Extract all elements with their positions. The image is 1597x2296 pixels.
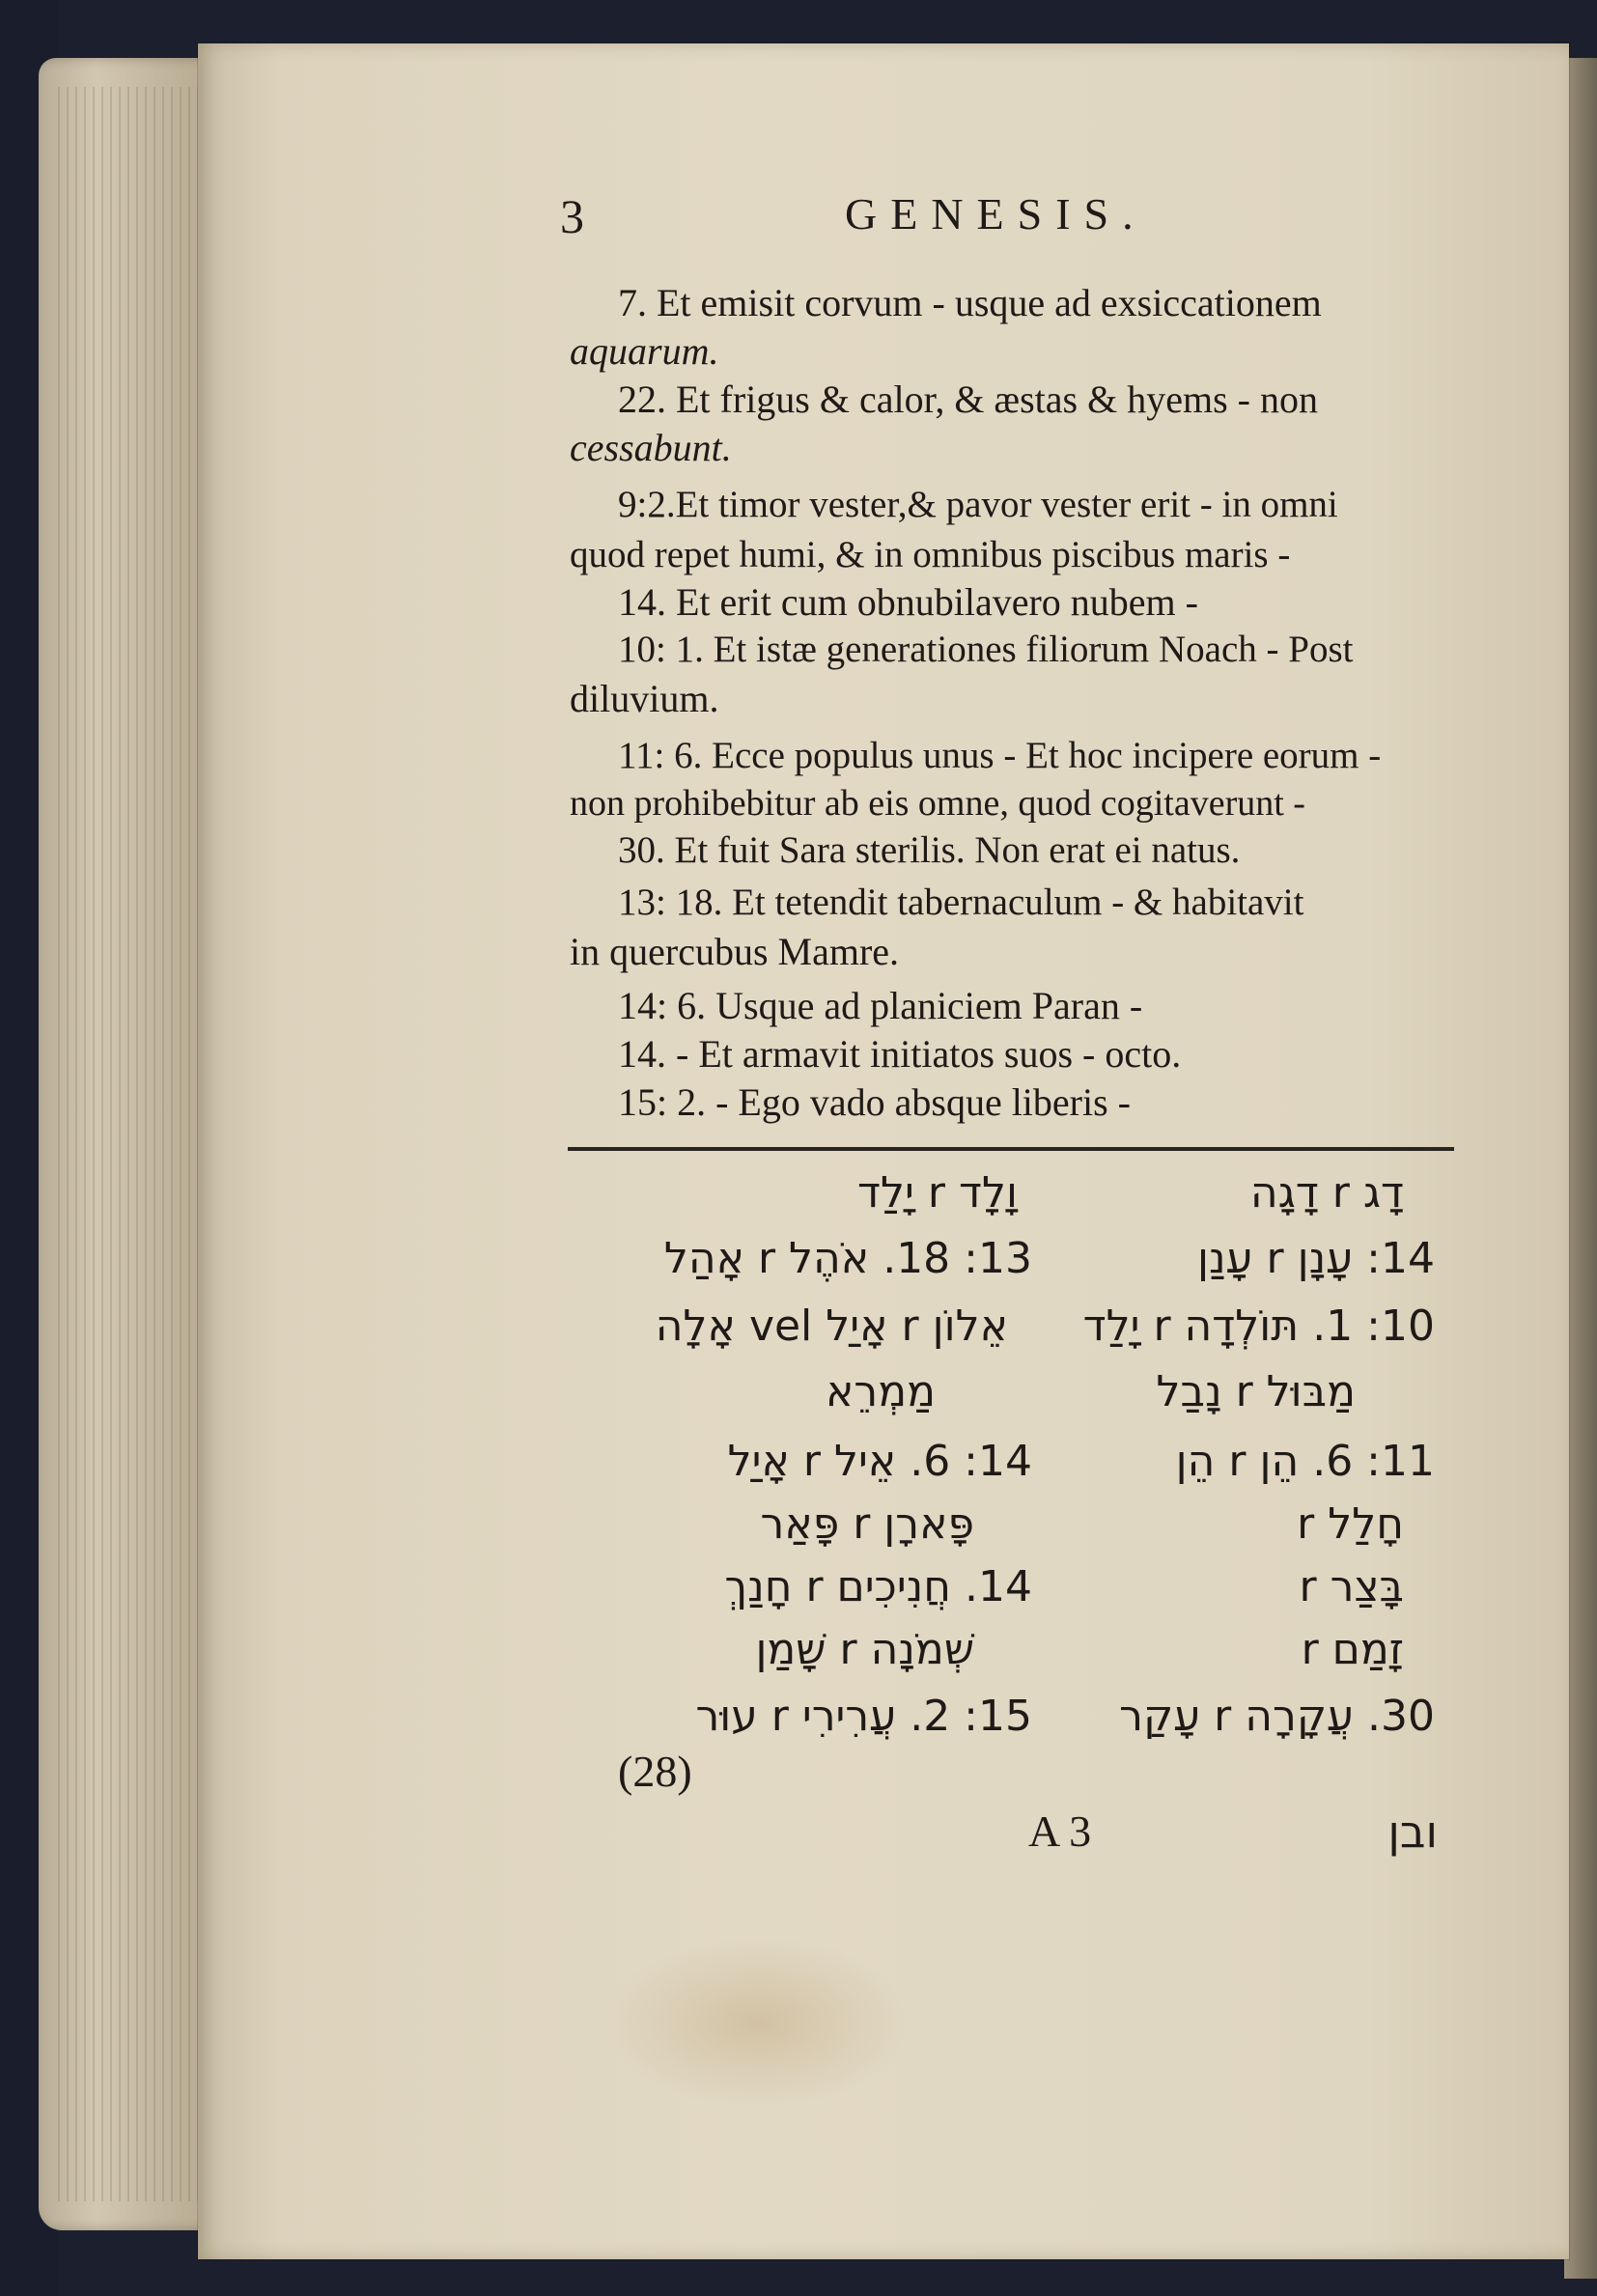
hebrew-entry: 30. עֲקָרָה r עָקַר	[1119, 1692, 1435, 1741]
latin-line: quod repet humi, & in omnibus piscibus maris -	[570, 534, 1291, 575]
latin-line: cessabunt.	[570, 426, 732, 469]
hebrew-entry: 15: 2. עֲרִירִי r עוּר	[695, 1692, 1032, 1741]
latin-line: 14. Et erit cum obnubilavero nubem -	[618, 580, 1198, 624]
hebrew-entry: אֵלוֹן r אָיַל vel אָלָה	[655, 1302, 1008, 1351]
latin-line: 13: 18. Et tetendit tabernaculum - & habitavit	[618, 882, 1304, 923]
hebrew-entry: מַבּוּל r נָבַל	[1156, 1367, 1356, 1416]
right-binding-strip	[1564, 58, 1597, 2279]
latin-line: 14. - Et armavit initiatos suos - octo.	[618, 1032, 1182, 1076]
bracket-number: (28)	[618, 1747, 692, 1796]
latin-line: 14: 6. Usque ad planiciem Paran -	[618, 984, 1143, 1027]
latin-line: 15: 2. - Ego vado absque liberis -	[618, 1080, 1131, 1124]
hebrew-entry: פָּארָן r פָּאַר	[760, 1499, 974, 1549]
hebrew-entry: 11: 6. הֵן r הֵן	[1175, 1437, 1435, 1486]
latin-line: 7. Et emisit corvum - usque ad exsiccationem	[618, 281, 1322, 324]
hebrew-entry: 14. חֲנִיכִים r חָנַךְ	[724, 1562, 1032, 1611]
hebrew-entry: r בָּצַר	[1299, 1562, 1404, 1611]
hebrew-entry: דָג r דָגָה	[1249, 1168, 1404, 1218]
page-number: 3	[560, 189, 584, 243]
hebrew-entry: r חָלַל	[1297, 1499, 1404, 1549]
latin-line: 11: 6. Ecce populus unus - Et hoc incipere eorum -	[618, 735, 1382, 776]
page-edge-lines	[58, 87, 212, 2201]
hebrew-entry: 14: 6. אֵיל r אָיַל	[727, 1437, 1032, 1486]
hebrew-entry: מַמְרֵא	[825, 1367, 936, 1416]
latin-line: non prohibebitur ab eis omne, quod cogitaverunt -	[570, 783, 1305, 824]
latin-line: 22. Et frigus & calor, & æstas & hyems - non	[618, 378, 1318, 421]
horizontal-rule	[568, 1147, 1454, 1151]
paper-stain	[603, 1936, 912, 2110]
signature-mark: A 3	[1028, 1806, 1092, 1856]
hebrew-entry: וָלָד r יָלַד	[857, 1168, 1018, 1218]
hebrew-entry: r זָמַם	[1301, 1625, 1404, 1674]
latin-line: 30. Et fuit Sara sterilis. Non erat ei natus.	[618, 829, 1241, 871]
page-title: GENESIS.	[845, 189, 1147, 238]
hebrew-entry: 14: עָנָן r עָנַן	[1196, 1234, 1435, 1283]
hebrew-entry: 13: 18. אֹהֶל r אָהַל	[663, 1234, 1032, 1283]
catchword: ובן	[1387, 1806, 1438, 1858]
latin-line: 10: 1. Et istæ generationes filiorum Noach - Post	[618, 629, 1354, 670]
latin-line: 9:2.Et timor vester,& pavor vester erit - in omni	[618, 484, 1338, 525]
latin-line: in quercubus Mamre.	[570, 930, 900, 973]
hebrew-entry: 10: 1. תּוֹלְדָה r יָלַד	[1082, 1302, 1435, 1351]
hebrew-entry: שְׁמֹנָה r שָׁמַן	[755, 1625, 974, 1674]
latin-line: aquarum.	[570, 329, 719, 373]
latin-line: diluvium.	[570, 677, 719, 720]
